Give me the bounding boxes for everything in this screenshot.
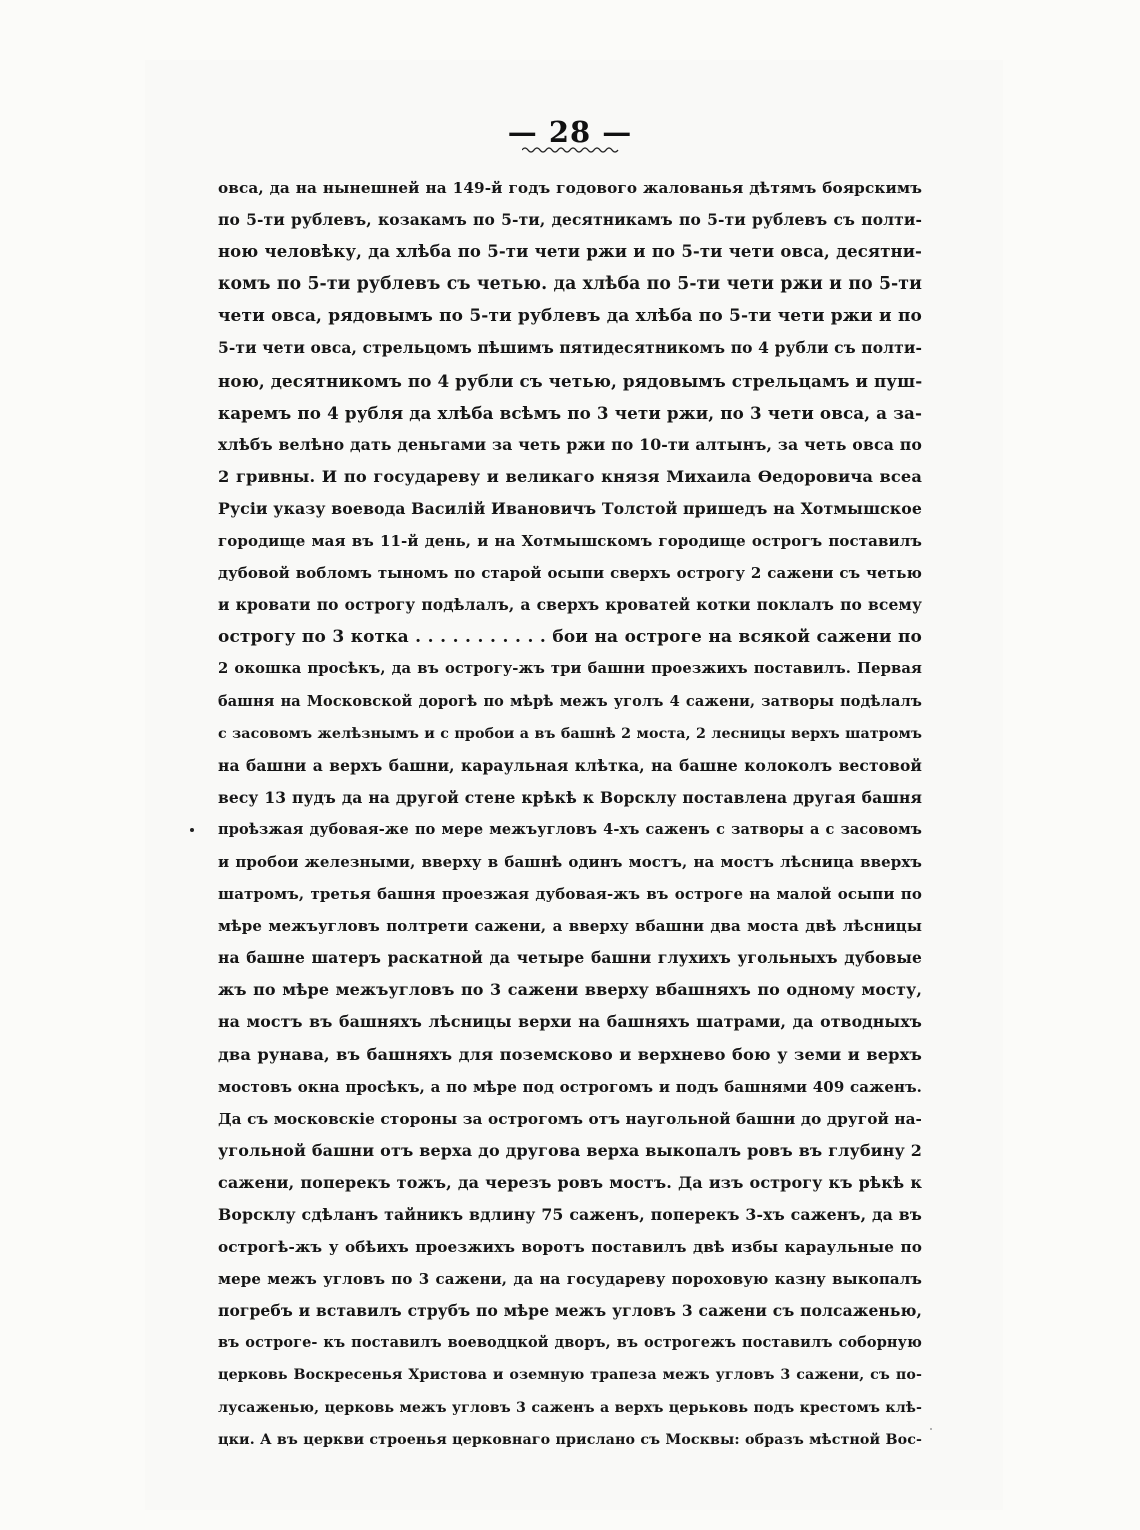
text-line: каремъ по 4 рубля да хлѣба всѣмъ по 3 чети ржи, по 3 чети овса, а за- [218, 402, 922, 423]
text-line: башня на Московской дорогѣ по мѣрѣ межъ уголъ 4 сажени, затворы подѣлалъ [218, 692, 922, 710]
text-line: ною, десятникомъ по 4 рубли съ четью, рядовымъ стрельцамъ и пуш- [218, 370, 922, 391]
page-number: — 28 — [507, 115, 633, 149]
text-line: комъ по 5-ти рублевъ съ четью. да хлѣба по 5-ти чети ржи и по 5-ти [218, 274, 922, 295]
text-line: жъ по мѣре межъугловъ по 3 сажени вверху вбашняхъ по одному мосту, [218, 980, 922, 1000]
text-line: мостовъ окна просѣкъ, а по мѣре под острогомъ и подъ башнями 409 саженъ. [218, 1077, 922, 1096]
text-line: с засовомъ желѣзнымъ и с пробои а въ башнѣ 2 моста, 2 лесницы верхъ шатромъ [218, 725, 922, 742]
text-line: весу 13 пудъ да на другой стене крѣкѣ к Ворсклу поставлена другая башня [218, 787, 922, 807]
text-line: лусаженью, церковь межъ угловъ 3 саженъ а верхъ церьковь подъ крестомъ клѣ- [218, 1399, 922, 1416]
body-text [218, 172, 922, 1456]
text-line: городище мая въ 11-й день, и на Хотмышскомъ городище острогъ поставилъ [218, 532, 922, 551]
text-line: 5-ти чети овса, стрельцомъ пѣшимъ пятидесятникомъ по 4 рубли съ полти- [218, 338, 922, 358]
text-line: шатромъ, третья башня проезжая дубовая-жъ въ остроге на малой осыпи по [218, 885, 922, 904]
text-line: Ворсклу сдѣланъ тайникъ вдлину 75 саженъ, поперекъ 3-хъ саженъ, да въ [218, 1205, 922, 1224]
text-line: погребъ и вставилъ струбъ по мѣре межъ угловъ 3 сажени съ полсаженью, [218, 1301, 922, 1321]
text-line: въ остроге- къ поставилъ воеводцкой дворъ, въ острогежъ поставилъ соборную [218, 1334, 922, 1352]
text-line: по 5-ти рублевъ, козакамъ по 5-ти, десятникамъ по 5-ти рублевъ съ полти- [218, 210, 922, 230]
text-line: хлѣбъ велѣно дать деньгами за четь ржи по 10-ти алтынъ, за четь овса по [218, 434, 922, 454]
text-line: ною человѣку, да хлѣба по 5-ти чети ржи и по 5-ти чети овса, десятни- [218, 242, 922, 262]
text-line: и пробои железными, вверху в башнѣ одинъ мостъ, на мостъ лѣсница вверхъ [218, 852, 922, 871]
text-line: цки. А въ церкви строенья церковнаго прислано съ Москвы: образъ мѣстной Вос- [218, 1431, 922, 1448]
text-line: проѣзжая дубовая-же по мере межъугловъ 4-хъ саженъ с затворы а с засовомъ [218, 820, 922, 838]
text-line: овса, да на нынешней на 149-й годъ годового жалованья дѣтямъ боярскимъ [218, 179, 922, 197]
text-line: на мостъ въ башняхъ лѣсницы верхи на башняхъ шатрами, да отводныхъ [218, 1012, 922, 1032]
text-line: острогѣ-жъ у обѣихъ проезжихъ воротъ поставилъ двѣ избы караульные по [218, 1238, 922, 1257]
text-line: Русіи указу воевода Василій Ивановичъ Толстой пришедъ на Хотмышское [218, 498, 922, 518]
text-line: мере межъ угловъ по 3 сажени, да на государеву пороховую казну выкопалъ [218, 1270, 922, 1289]
text-line: чети овса, рядовымъ по 5-ти рублевъ да хлѣба по 5-ти чети ржи и по [218, 306, 922, 327]
wavy-underline-ornament [522, 146, 620, 154]
text-line: угольной башни отъ верха до другова верха выкопалъ ровъ въ глубину 2 [218, 1140, 922, 1160]
text-line: церковь Воскресенья Христова и оземную трапеза межъ угловъ 3 сажени, съ по- [218, 1367, 922, 1384]
text-line: 2 окошка просѣкъ, да въ острогу-жъ три башни проезжихъ поставилъ. Первая [218, 660, 922, 678]
text-line: мѣре межъугловъ полтрети сажени, а вверху вбашни два моста двѣ лѣсницы [218, 917, 922, 936]
margin-mark [190, 828, 194, 832]
text-line: два рунава, въ башняхъ для поземсково и верхнево бою у земи и верхъ [218, 1044, 922, 1064]
text-line: дубовой вобломъ тыномъ по старой осыпи сверхъ острогу 2 сажени съ четью [218, 564, 922, 583]
text-line: на башне шатеръ раскатной да четыре башни глухихъ угольныхъ дубовые [218, 948, 922, 968]
text-line: и кровати по острогу подѣлалъ, а сверхъ кроватей котки поклалъ по всему [218, 595, 922, 615]
text-line: 2 гривны. И по государеву и великаго князя Михаила Өедоровича всеа [218, 466, 922, 486]
text-line: на башни а верхъ башни, караульная клѣтка, на башне колоколъ вестовой [218, 755, 922, 775]
text-line: острогу по 3 котка . . . . . . . . . . . бои на остроге на всякой сажени по [218, 627, 922, 648]
text-line: Да съ московскіе стороны за острогомъ отъ наугольной башни до другой на- [218, 1109, 922, 1128]
paper-speck [930, 1428, 932, 1430]
text-line: сажени, поперекъ тожъ, да черезъ ровъ мостъ. Да изъ острогу къ рѣкѣ к [218, 1172, 922, 1192]
